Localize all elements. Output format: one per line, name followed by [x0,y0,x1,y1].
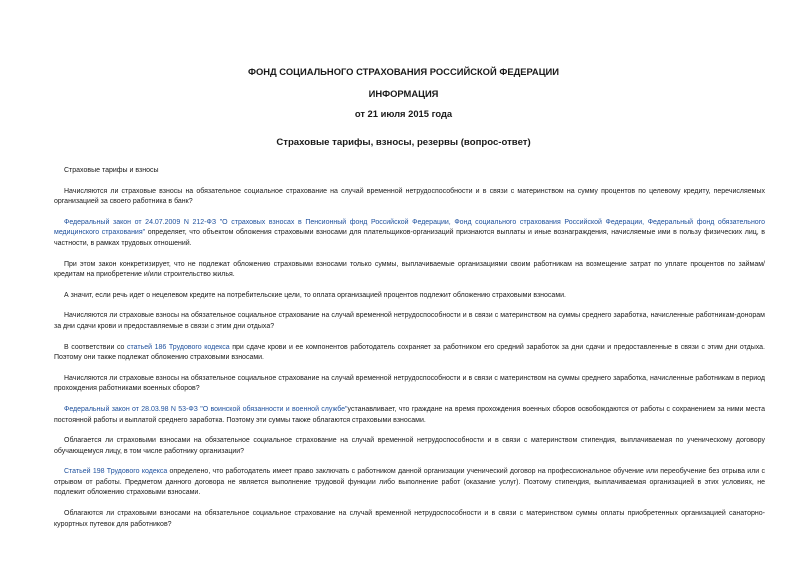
answer-paragraph: В соответствии со статьей 186 Трудового кодекса при сдаче крови и ее компонентов работодатель сохраняет за работником его средний заработок за дни сдачи и предоставленные в связи с этим дни отдыха. Поэтому они также подлежат обложению страховыми взносами. [54,343,765,362]
answer-paragraph: Статьей 198 Трудового кодекса определено, что работодатель имеет право заключать с работником данной организации ученический договор на профессиональное обучение или переобучение без отрыва или с отрывом от работы. Предметом данного договора не является выполнение трудовой функции либо выполнение работ (оказание услуг). Поэтому стипендия, выплачиваемая организацией в этих условиях, не подлежит обложению страховыми взносами. [54,468,765,497]
question-paragraph: Начисляются ли страховые взносы на обязательное социальное страхование на случай временной нетрудоспособности и в связи с материнством на суммы среднего заработка, начисленные работникам-донорам за дни сдачи крови и предоставляемые в связи с этим дни отдыха? [54,312,765,330]
answer-paragraph: А значит, если речь идет о нецелевом кредите на потребительские цели, то оплата организацией процентов подлежит обложению страховыми взносами. [64,291,566,299]
law-link[interactable]: Федеральный закон от 24.07.2009 N 212-ФЗ "О страховых взносах в Пенсионный фонд Российской Федерации, Фонд социального страхования Российской Федерации, Федеральный фонд обязательного медицинского страхования" [54,218,765,237]
question-paragraph: Начисляются ли страховые взносы на обязательное социальное страхование на случай временной нетрудоспособности и в связи с материнством на сумму процентов по целевому кредиту, перечисляемых организацией за своего работника в банк? [54,187,765,206]
law-link[interactable]: статьей 186 Трудового кодекса [127,343,230,351]
document-body [54,166,765,530]
section-heading: Страховые тарифы и взносы [64,167,159,174]
answer-paragraph: Федеральный закон от 24.07.2009 N 212-ФЗ "О страховых взносах в Пенсионный фонд Российской Федерации, Фонд социального страхования Российской Федерации, Федеральный фонд обязательного медицинского страхования" определяет, что объектом обложения страховыми взносами для плательщиков-организаций признаются выплаты и иные вознаграждения, начисляемые ими в пользу физических лиц, в частности, в рамках трудовых отношений. [54,218,765,247]
date-heading: от 21 июля 2015 года [354,108,453,119]
law-link[interactable]: Федеральный закон от 28.03.98 N 53-ФЗ "О воинской обязанности и военной службе" [64,405,348,413]
answer-paragraph: Федеральный закон от 28.03.98 N 53-ФЗ "О воинской обязанности и военной службе"устанавливает, что граждане на время прохождения военных сборов освобождаются от работы с сохранением за ними места постоянной работы и выплатой среднего заработка. Поэтому эти суммы также облагаются страховыми взносами. [54,405,766,424]
law-link[interactable]: Статьей 198 Трудового кодекса [64,468,168,476]
answer-paragraph: При этом закон конкретизирует, что не подлежат обложению страховыми взносами только суммы, выплачиваемые организациями своим работникам на возмещение затрат по уплате процентов по займам/кредитам на приобретение и/или строительство жилья. [54,260,765,279]
doc-title: Страховые тарифы, взносы, резервы (вопрос-ответ) [276,137,531,148]
org-heading: ФОНД СОЦИАЛЬНОГО СТРАХОВАНИЯ РОССИЙСКОЙ ФЕДЕРАЦИИ [247,66,560,77]
question-paragraph: Начисляются ли страховые взносы на обязательное социальное страхование на случай временной нетрудоспособности и в связи с материнством на суммы среднего заработка, начисленные работникам в период прохождения работниками военных сборов? [54,374,765,393]
doc-type-heading: ИНФОРМАЦИЯ [368,88,439,99]
question-paragraph: Облагается ли страховыми взносами на обязательное социальное страхование на случай временной нетрудоспособности и в связи с материнством стипендия, выплачиваемая по ученическому договору обучающемуся лицу, в том числе работнику организации? [54,437,765,455]
question-paragraph: Облагаются ли страховыми взносами на обязательное социальное страхование на случай временной нетрудоспособности и в связи с материнством суммы оплаты приобретенных организацией санаторно-курортных путевок для работников? [54,510,765,528]
